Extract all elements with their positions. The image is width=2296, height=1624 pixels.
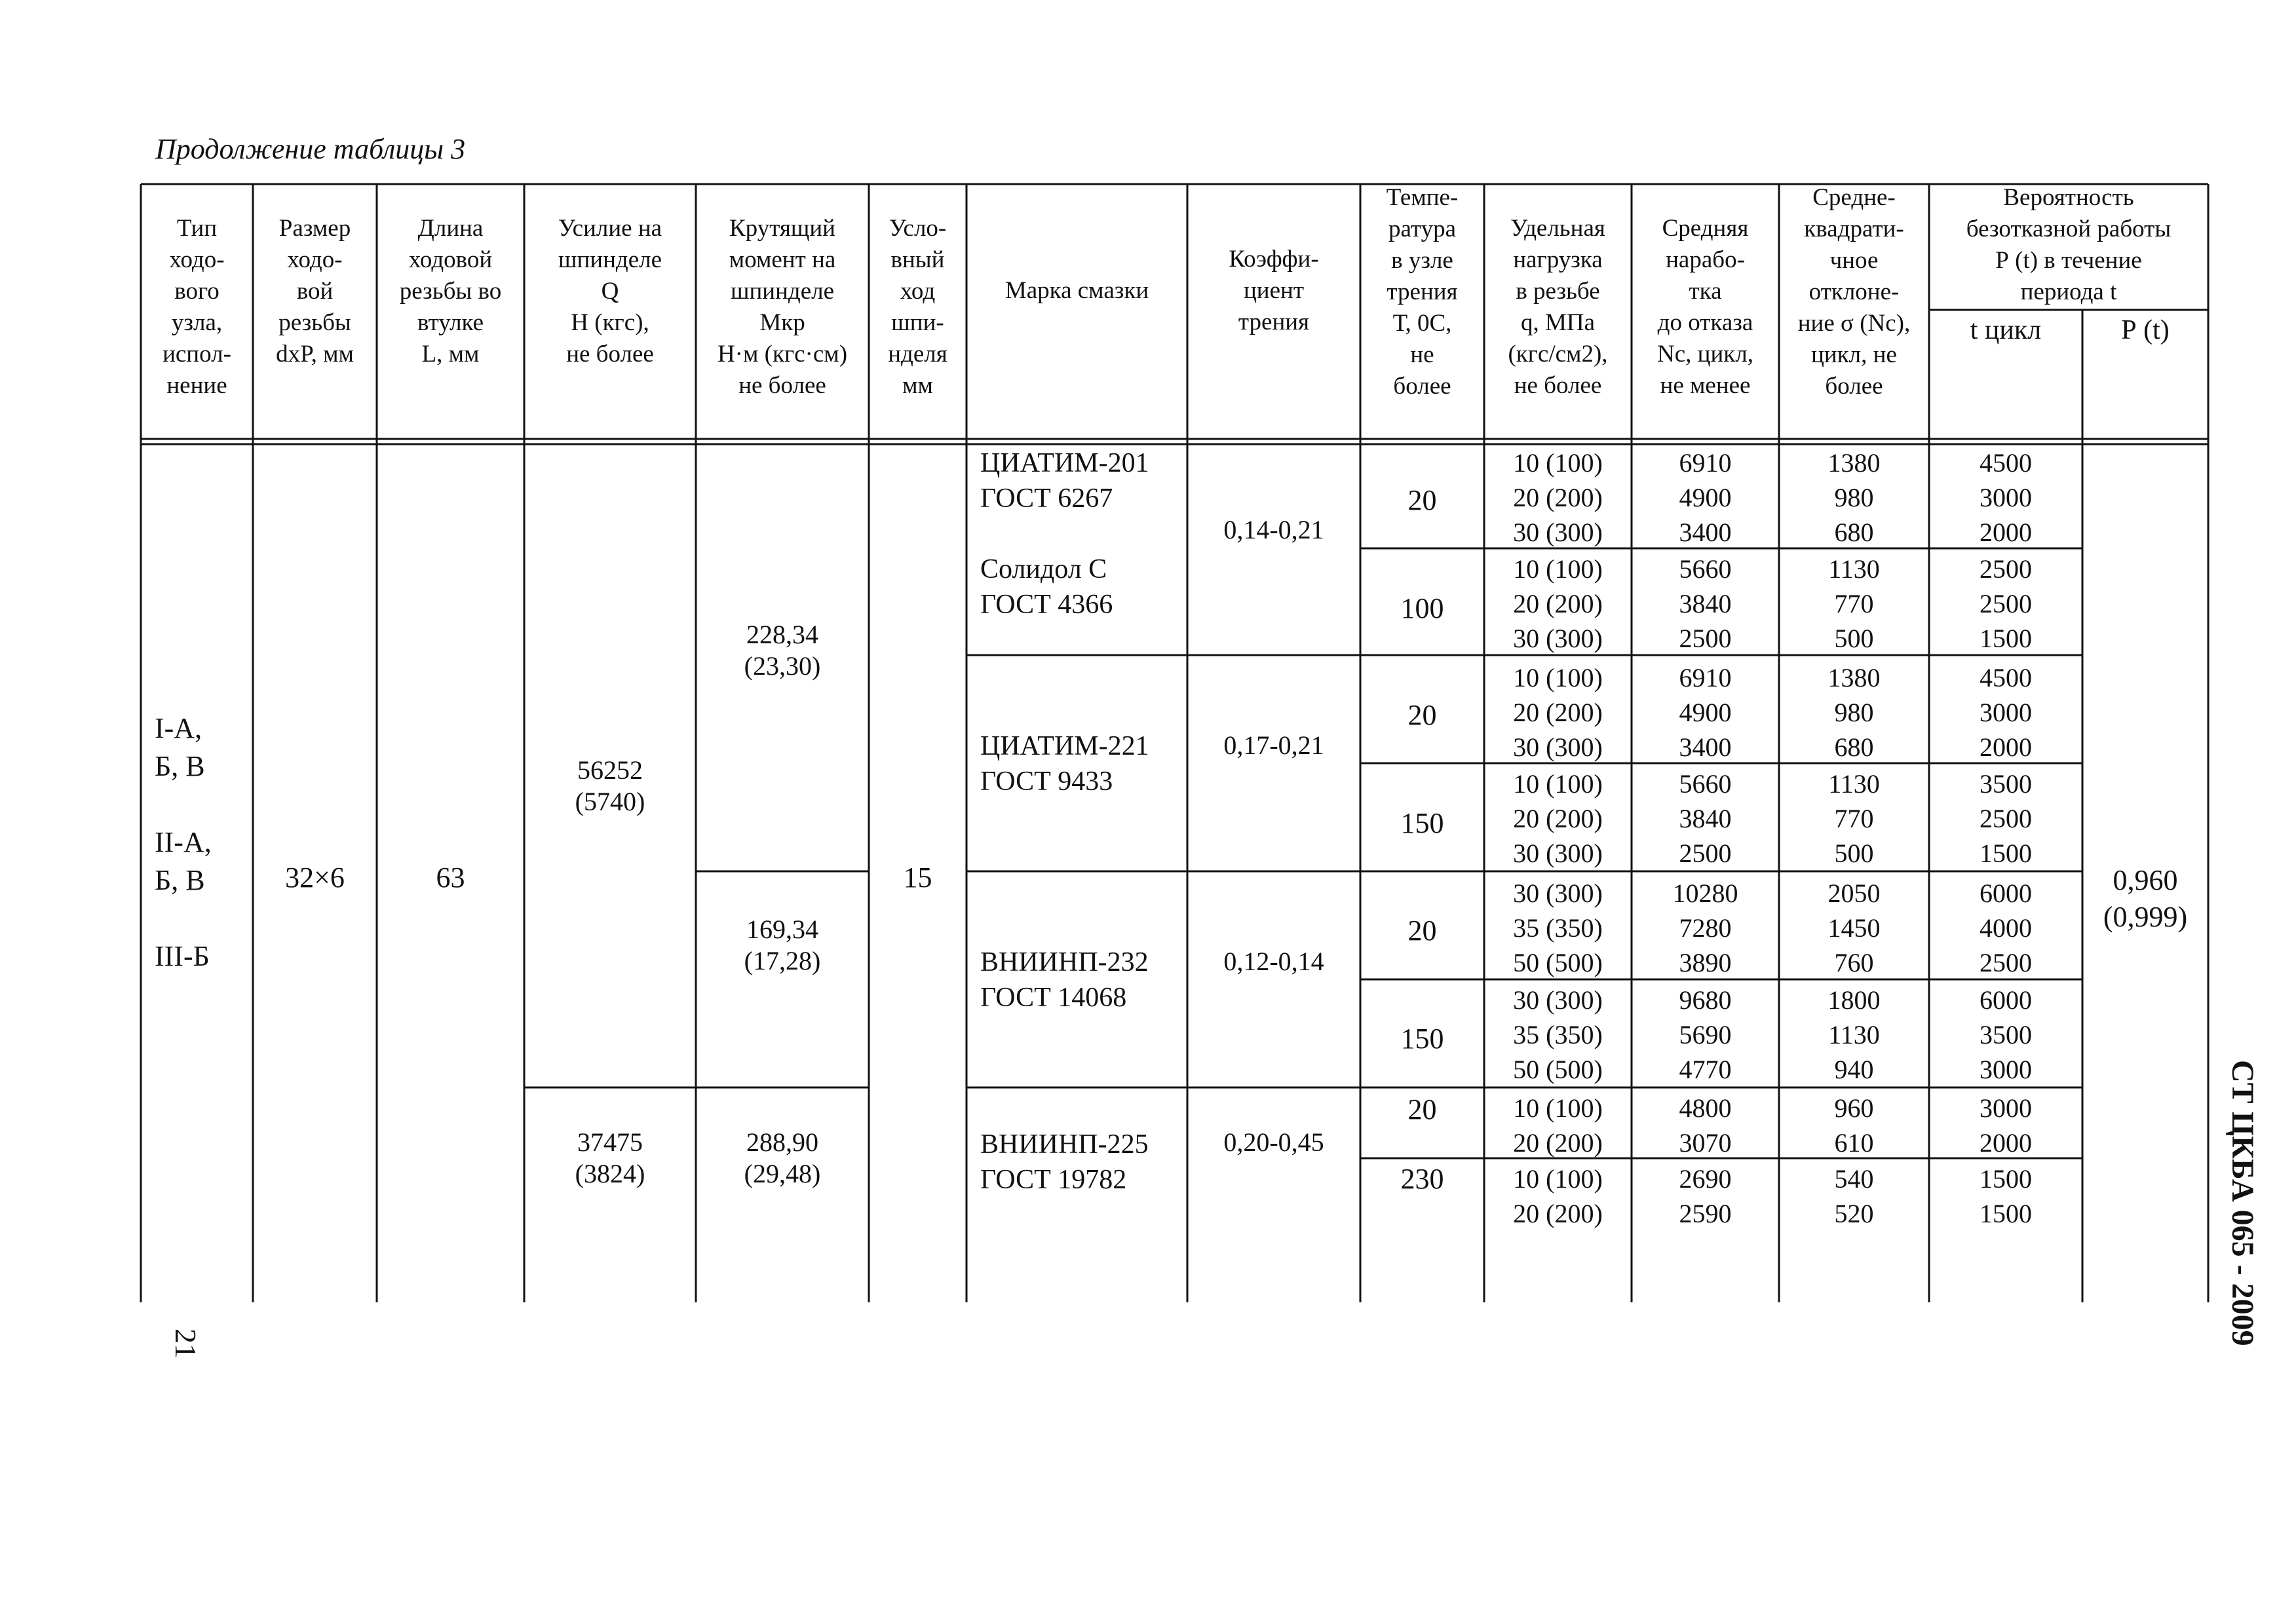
load-1a: 10 (100) 20 (200) 30 (300) [1513,448,1603,547]
document-code: СТ ЦКБА 065 - 2009 [2225,1060,2260,1346]
header-type: Тип ходо- вого узла, испол- нение [163,215,231,399]
table-caption: Продолжение таблицы 3 [155,133,466,165]
mean-2b: 5660 3840 2500 [1679,769,1732,868]
temp-4a: 20 [1407,1093,1437,1125]
cell-probability: 0,960 (0,999) [2103,864,2188,933]
sd-3b: 1800 1130 940 [1827,985,1881,1084]
t-2b: 3500 2500 1500 [1980,769,2032,868]
cell-force-2: 37475 (3824) [575,1127,645,1188]
header-load: Удельная нагрузка в резьбе q, МПа (кгс/см2), не более [1508,215,1608,399]
temp-4b: 230 [1400,1163,1444,1195]
sd-1b: 1130 770 500 [1828,554,1880,653]
sd-4b: 540 520 [1834,1164,1874,1228]
header-mean-cycles: Средняя нарабо- тка до отказа Nc, цикл, не менее [1657,215,1753,399]
load-4a: 10 (100) 20 (200) [1513,1093,1603,1158]
friction-2: 0,17-0,21 [1223,730,1324,760]
cell-stroke: 15 [903,861,932,894]
type-line: Б, В [155,750,205,782]
temp-1a: 20 [1407,484,1437,516]
type-line [155,899,212,937]
mean-3a: 10280 7280 3890 [1672,878,1738,977]
load-3b: 30 (300) 35 (350) 50 (500) [1513,985,1603,1084]
cell-type-lines [155,709,212,975]
mean-1a: 6910 4900 3400 [1679,448,1732,547]
type-line: III-Б [155,940,210,972]
header-t-cycle: t цикл [1970,315,2042,345]
cell-torque-1: 228,34 (23,30) [744,620,821,681]
t-4a: 3000 2000 [1980,1093,2032,1158]
temp-3b: 150 [1400,1023,1444,1055]
sd-4a: 960 610 [1834,1093,1874,1158]
header-probability: Вероятность безотказной работы Р (t) в течение периода t [1966,184,2172,305]
mean-3b: 9680 5690 4770 [1679,985,1732,1084]
mean-1b: 5660 3840 2500 [1679,554,1732,653]
t-2a: 4500 3000 2000 [1980,663,2032,762]
cell-size: 32×6 [285,861,345,894]
grease-2: ЦИАТИМ-221 ГОСТ 9433 [980,731,1149,797]
cell-torque-2: 169,34 (17,28) [744,915,821,975]
header-torque: Крутящий момент на шпинделе Мкр Н·м (кгс·см) не более [717,215,848,399]
t-1b: 2500 2500 1500 [1980,554,2032,653]
header-p-t: Р (t) [2121,315,2170,345]
load-2b: 10 (100) 20 (200) 30 (300) [1513,769,1603,868]
type-line: II-А, [155,826,212,858]
temp-2a: 20 [1407,699,1437,731]
t-3b: 6000 3500 3000 [1980,985,2032,1084]
type-line: Б, В [155,864,205,896]
header-stroke: Усло- вный ход шпи- нделя мм [888,215,947,399]
load-2a: 10 (100) 20 (200) 30 (300) [1513,663,1603,762]
header-length: Длина ходовой резьбы во втулке L, мм [399,215,502,368]
page-number: 21 [169,1329,202,1359]
cell-force-1: 56252 (5740) [575,755,645,816]
header-size: Размер ходо- вой резьбы dxP, мм [276,215,354,368]
grease-1: ЦИАТИМ-201 ГОСТ 6267 Солидол С ГОСТ 4366 [980,448,1149,620]
mean-4b: 2690 2590 [1679,1164,1732,1228]
grease-4: ВНИИНП-225 ГОСТ 19782 [980,1129,1149,1195]
header-grease: Марка смазки [1004,277,1149,304]
load-3a: 30 (300) 35 (350) 50 (500) [1513,878,1603,977]
type-line: I-А, [155,712,202,744]
friction-1: 0,14-0,21 [1223,515,1324,544]
cell-torque-3: 288,90 (29,48) [744,1127,821,1188]
header-friction: Коэффи- циент трения [1229,246,1319,335]
cell-length: 63 [436,861,465,894]
header-force: Усилие на шпинделе Q Н (кгс), не более [558,215,662,368]
type-line [155,785,212,823]
t-1a: 4500 3000 2000 [1980,448,2032,547]
friction-3: 0,12-0,14 [1223,947,1324,976]
mean-2a: 6910 4900 3400 [1679,663,1732,762]
temp-1b: 100 [1400,592,1444,624]
temp-2b: 150 [1400,807,1444,839]
friction-4: 0,20-0,45 [1223,1127,1324,1157]
sd-2a: 1380 980 680 [1827,663,1881,762]
sd-1a: 1380 980 680 [1827,448,1881,547]
load-1b: 10 (100) 20 (200) 30 (300) [1513,554,1603,653]
sd-2b: 1130 770 500 [1828,769,1880,868]
mean-4a: 4800 3070 [1679,1093,1732,1158]
header-std-deviation: Средне- квадрати- чное отклоне- ние σ (Nc), цикл, не более [1797,184,1911,400]
t-3a: 6000 4000 2500 [1980,878,2032,977]
grease-3: ВНИИНП-232 ГОСТ 14068 [980,947,1149,1013]
header-temperature: Темпе- ратура в узле трения Т, 0С, не более [1386,184,1459,400]
sd-3a: 2050 1450 760 [1827,878,1881,977]
temp-3a: 20 [1407,915,1437,947]
t-4b: 1500 1500 [1980,1164,2032,1228]
load-4b: 10 (100) 20 (200) [1513,1164,1603,1228]
